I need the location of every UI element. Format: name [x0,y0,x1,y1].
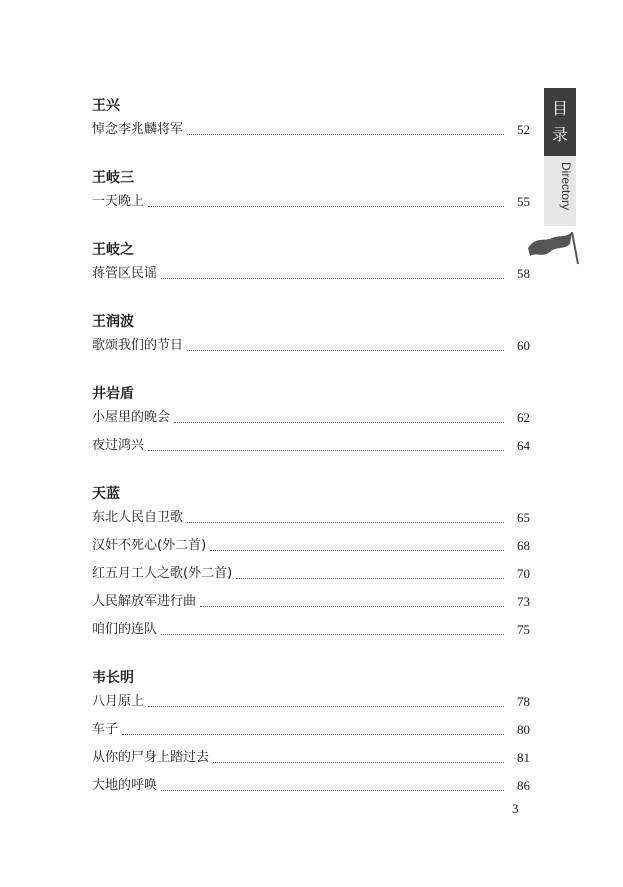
toc-section [92,168,530,216]
entry-page-number: 55 [517,194,530,209]
dot-leader [161,634,504,635]
entry-title: 从你的尸身上踏过去 [92,750,210,765]
toc-entry[interactable] [92,588,530,616]
toc-entry[interactable] [92,432,530,460]
directory-tab-heading [544,88,576,156]
entry-title: 车子 [92,722,119,737]
table-of-contents [92,96,530,800]
entry-page-number: 70 [517,566,530,581]
dot-leader [187,522,504,523]
flag-icon [526,226,586,266]
dot-leader [210,550,504,551]
dot-leader [148,450,504,451]
entry-title: 歌颂我们的节日 [92,338,184,353]
directory-tab-label [544,156,576,226]
entry-page-number: 60 [517,338,530,353]
dot-leader [122,734,504,735]
toc-entry[interactable] [92,616,530,644]
dot-leader [148,206,504,207]
page-number: 3 [512,801,519,816]
entry-title: 东北人民自卫歌 [92,510,184,525]
author-name: 王岐三 [92,170,134,186]
entry-page-number: 52 [517,122,530,137]
author-name: 天蓝 [92,486,120,502]
entry-page-number: 68 [517,538,530,553]
entry-title: 红五月工人之歌(外二首) [92,566,233,581]
entry-page-number: 78 [517,694,530,709]
entry-title: 人民解放军进行曲 [92,594,197,609]
toc-entry[interactable] [92,772,530,800]
entry-title: 小屋里的晚会 [92,410,171,425]
directory-char-1: 目 [551,99,568,118]
entry-page-number: 62 [517,410,530,425]
dot-leader [161,790,504,791]
entry-title: 汉奸不死心(外二首) [92,538,207,553]
toc-entry[interactable] [92,716,530,744]
dot-leader [161,278,504,279]
entry-page-number: 81 [517,750,530,765]
entry-page-number: 65 [517,510,530,525]
toc-section [92,668,530,800]
toc-entry[interactable] [92,116,530,144]
dot-leader [187,350,504,351]
directory-english-label: Directory [559,162,573,211]
toc-section [92,484,530,644]
author-name: 王岐之 [92,242,134,258]
toc-entry[interactable] [92,504,530,532]
entry-title: 大地的呼唤 [92,778,158,793]
toc-entry[interactable] [92,260,530,288]
toc-entry[interactable] [92,744,530,772]
dot-leader [200,606,504,607]
entry-page-number: 64 [517,438,530,453]
entry-title: 蒋管区民谣 [92,266,158,281]
entry-title: 夜过鸿兴 [92,438,145,453]
toc-entry[interactable] [92,188,530,216]
entry-page-number: 58 [517,266,530,281]
entry-title: 一天晚上 [92,194,145,209]
dot-leader [174,422,504,423]
dot-leader [236,578,504,579]
toc-section [92,240,530,288]
entry-page-number: 73 [517,594,530,609]
entry-page-number: 80 [517,722,530,737]
author-name: 井岩盾 [92,386,134,402]
dot-leader [213,762,504,763]
entry-page-number: 86 [517,778,530,793]
toc-entry[interactable] [92,332,530,360]
toc-entry[interactable] [92,404,530,432]
directory-char-2: 录 [551,125,568,144]
author-name: 王兴 [92,98,120,114]
dot-leader [148,706,504,707]
entry-page-number: 75 [517,622,530,637]
author-name: 韦长明 [92,670,134,686]
toc-section [92,312,530,360]
dot-leader [187,134,504,135]
toc-entry[interactable] [92,560,530,588]
toc-entry[interactable] [92,688,530,716]
toc-section [92,384,530,460]
toc-entry[interactable] [92,532,530,560]
entry-title: 咱们的连队 [92,622,158,637]
entry-title: 悼念李兆麟将军 [92,122,184,137]
directory-tab [544,88,576,226]
entry-title: 八月原上 [92,694,145,709]
toc-section [92,96,530,144]
author-name: 王润波 [92,314,134,330]
